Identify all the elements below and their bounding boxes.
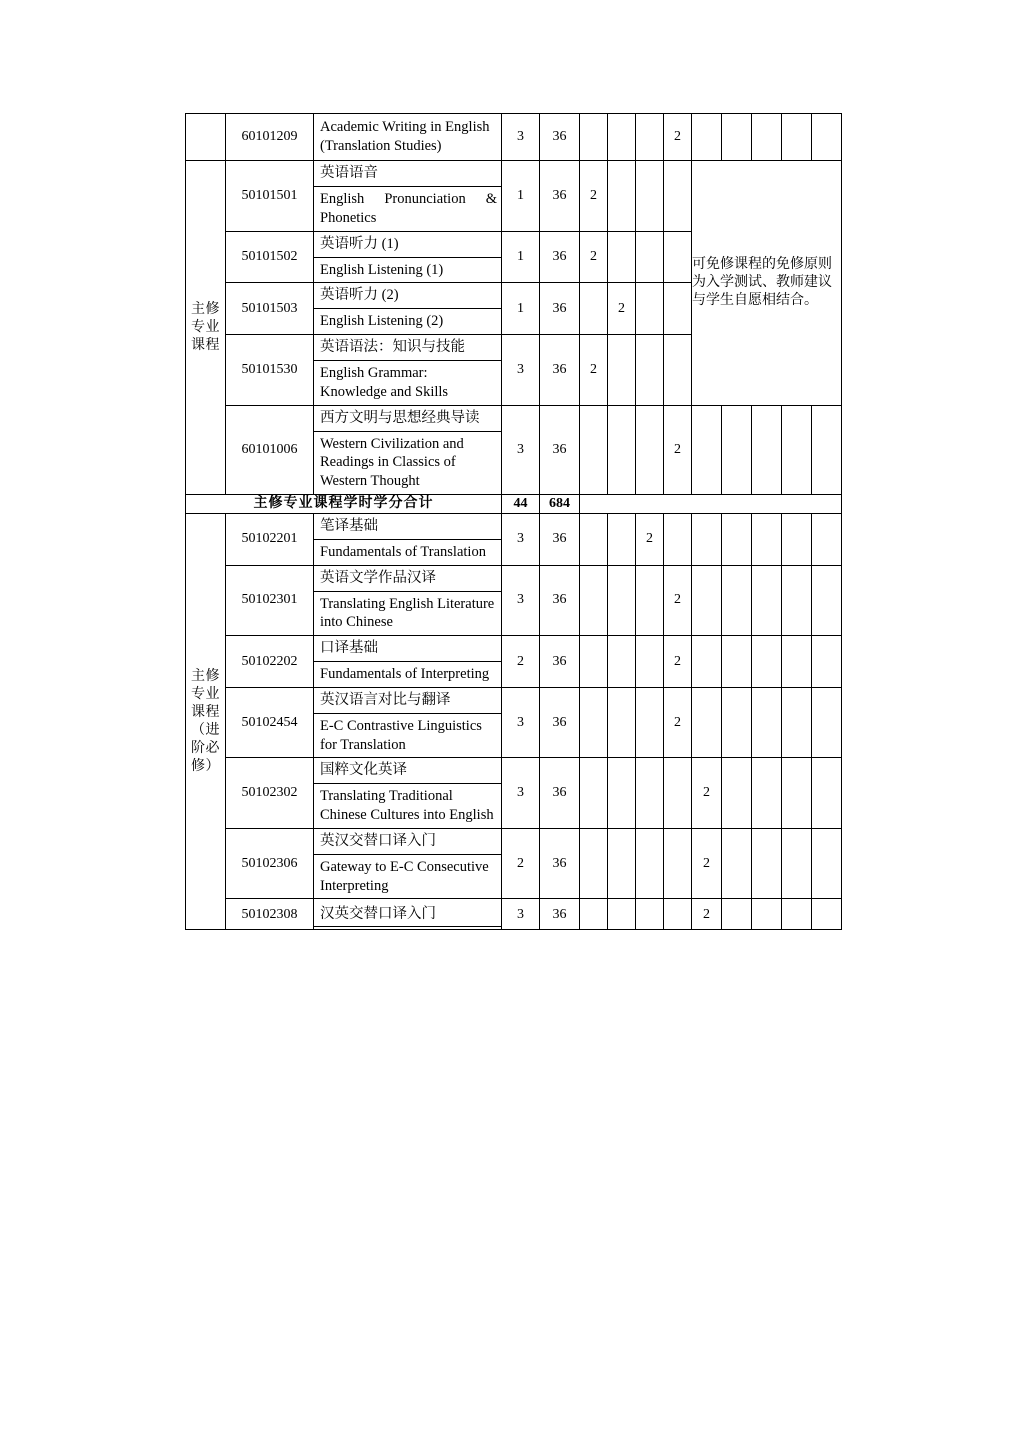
course-credit: 2	[502, 636, 540, 688]
course-hours: 36	[540, 828, 580, 899]
table-row	[186, 758, 842, 829]
term-1: 2	[580, 161, 608, 232]
course-hours: 36	[540, 513, 580, 565]
term-5	[692, 513, 722, 565]
term-7	[752, 513, 782, 565]
term-3	[636, 636, 664, 688]
course-name-cn: 笔译基础	[314, 514, 501, 540]
term-5: 2	[692, 828, 722, 899]
term-2	[608, 565, 636, 636]
course-name-en: English Listening (2)	[320, 313, 444, 330]
course-name	[314, 231, 502, 283]
term-3	[636, 231, 664, 283]
term-8	[782, 405, 812, 494]
term-1	[580, 687, 608, 758]
term-3: 2	[636, 513, 664, 565]
subtotal-hours: 684	[540, 495, 580, 514]
term-2	[608, 405, 636, 494]
term-5	[692, 405, 722, 494]
note-cell	[812, 114, 842, 161]
term-3	[636, 758, 664, 829]
term-8	[782, 828, 812, 899]
course-name-en: English Listening (1)	[320, 261, 444, 278]
term-3	[636, 335, 664, 406]
term-1	[580, 283, 608, 335]
table-row	[186, 565, 842, 636]
course-credit: 3	[502, 687, 540, 758]
term-5: 2	[692, 758, 722, 829]
term-1	[580, 565, 608, 636]
term-8	[782, 758, 812, 829]
term-7	[752, 687, 782, 758]
course-name-cn: 英汉交替口译入门	[314, 829, 501, 855]
course-name-cn: 西方文明与思想经典导读	[314, 406, 501, 432]
course-name	[314, 114, 502, 161]
term-5	[692, 114, 722, 161]
term-4	[664, 283, 692, 335]
term-2	[608, 335, 636, 406]
term-6	[722, 828, 752, 899]
table-row	[186, 636, 842, 688]
table-row	[186, 828, 842, 899]
term-4	[664, 335, 692, 406]
course-hours: 36	[540, 899, 580, 930]
note-cell	[812, 636, 842, 688]
course-name	[314, 565, 502, 636]
course-hours: 36	[540, 161, 580, 232]
course-code: 60101209	[226, 114, 314, 161]
term-3	[636, 405, 664, 494]
term-6	[722, 114, 752, 161]
subtotal-row	[186, 495, 842, 514]
term-7	[752, 828, 782, 899]
course-hours: 36	[540, 231, 580, 283]
term-4: 2	[664, 565, 692, 636]
term-4: 2	[664, 687, 692, 758]
term-1	[580, 114, 608, 161]
course-credit: 3	[502, 899, 540, 930]
term-4: 2	[664, 636, 692, 688]
term-8	[782, 899, 812, 930]
term-7	[752, 114, 782, 161]
term-4	[664, 828, 692, 899]
term-4: 2	[664, 114, 692, 161]
course-code: 50101530	[226, 335, 314, 406]
course-name-en: Fundamentals of Interpreting	[320, 666, 490, 683]
term-1	[580, 758, 608, 829]
term-7	[752, 405, 782, 494]
term-4	[664, 231, 692, 283]
term-1	[580, 405, 608, 494]
term-5	[692, 687, 722, 758]
term-3	[636, 565, 664, 636]
course-hours: 36	[540, 283, 580, 335]
term-5	[692, 565, 722, 636]
course-code: 50102201	[226, 513, 314, 565]
course-name	[314, 335, 502, 406]
course-credit: 3	[502, 758, 540, 829]
subtotal-blank	[580, 495, 842, 514]
course-name-en: Academic Writing in English (Translation Studies)	[320, 119, 490, 155]
note-cell	[812, 513, 842, 565]
term-2	[608, 114, 636, 161]
course-code: 50102302	[226, 758, 314, 829]
term-3	[636, 828, 664, 899]
term-6	[722, 565, 752, 636]
course-name-en: Western Civilization and Readings in Classics of Western Thought	[320, 435, 464, 490]
term-2	[608, 687, 636, 758]
course-code: 50101503	[226, 283, 314, 335]
course-hours: 36	[540, 405, 580, 494]
term-2	[608, 161, 636, 232]
course-name-cn: 汉英交替口译入门	[314, 902, 501, 928]
term-4	[664, 513, 692, 565]
course-name-cn: 英语语音	[314, 161, 501, 187]
term-1	[580, 899, 608, 930]
course-code: 50102454	[226, 687, 314, 758]
course-hours: 36	[540, 687, 580, 758]
term-2	[608, 828, 636, 899]
course-name	[314, 758, 502, 829]
term-3	[636, 899, 664, 930]
course-name-cn: 英语听力 (2)	[314, 283, 501, 309]
term-4	[664, 758, 692, 829]
group-note-major-core: 可免修课程的免修原则为入学测试、教师建议与学生自愿相结合。	[692, 161, 842, 405]
table-row	[186, 405, 842, 494]
term-2	[608, 758, 636, 829]
course-name-cn: 英语文学作品汉译	[314, 566, 501, 592]
course-code: 50101502	[226, 231, 314, 283]
term-8	[782, 636, 812, 688]
course-credit: 3	[502, 335, 540, 406]
course-hours: 36	[540, 335, 580, 406]
course-code: 50102202	[226, 636, 314, 688]
term-1: 2	[580, 335, 608, 406]
term-6	[722, 899, 752, 930]
table-row	[186, 161, 842, 232]
note-cell	[812, 899, 842, 930]
course-credit: 1	[502, 231, 540, 283]
term-1	[580, 828, 608, 899]
course-credit: 1	[502, 161, 540, 232]
course-name	[314, 687, 502, 758]
course-credit: 3	[502, 405, 540, 494]
term-7	[752, 899, 782, 930]
term-4	[664, 161, 692, 232]
term-5	[692, 636, 722, 688]
term-7	[752, 565, 782, 636]
row-group-cell	[186, 114, 226, 161]
term-3	[636, 283, 664, 335]
course-table	[185, 113, 842, 930]
table-row	[186, 114, 842, 161]
term-2	[608, 513, 636, 565]
course-name-cn: 英语语法：知识与技能	[314, 335, 501, 361]
subtotal-label: 主修专业课程学时学分合计	[186, 495, 502, 514]
term-6	[722, 636, 752, 688]
term-3	[636, 114, 664, 161]
term-4: 2	[664, 405, 692, 494]
note-cell	[812, 405, 842, 494]
course-name-en: Translating English Literature into Chinese	[320, 595, 495, 631]
course-name-cn: 英汉语言对比与翻译	[314, 688, 501, 714]
subtotal-credits: 44	[502, 495, 540, 514]
course-hours: 36	[540, 565, 580, 636]
term-6	[722, 405, 752, 494]
term-6	[722, 758, 752, 829]
note-cell	[812, 828, 842, 899]
course-name-en: Gateway to E-C Consecutive Interpreting	[320, 858, 489, 894]
note-cell	[812, 687, 842, 758]
course-name	[314, 405, 502, 494]
course-name	[314, 636, 502, 688]
course-name	[314, 161, 502, 232]
term-2	[608, 899, 636, 930]
course-code: 50102306	[226, 828, 314, 899]
course-code: 50101501	[226, 161, 314, 232]
course-credit: 2	[502, 828, 540, 899]
note-cell	[812, 758, 842, 829]
term-7	[752, 636, 782, 688]
group-label-major-core: 主修专业课程	[186, 161, 226, 495]
course-name-cn: 英语听力 (1)	[314, 232, 501, 258]
table-row	[186, 899, 842, 930]
course-credit: 3	[502, 565, 540, 636]
course-name-cn: 口译基础	[314, 636, 501, 662]
course-name-en: English Grammar: Knowledge and Skills	[320, 365, 449, 400]
course-name-en: E-C Contrastive Linguistics for Translation	[320, 717, 482, 753]
term-2: 2	[608, 283, 636, 335]
term-1	[580, 636, 608, 688]
term-6	[722, 687, 752, 758]
course-name-en: English Pronunciation & Phonetics	[320, 191, 497, 226]
course-name	[314, 513, 502, 565]
course-code: 50102301	[226, 565, 314, 636]
group-label-major-advanced: 主修专业课程（进阶必修）	[186, 513, 226, 930]
term-3	[636, 687, 664, 758]
course-table-wrapper	[185, 113, 841, 930]
table-row	[186, 687, 842, 758]
course-hours: 36	[540, 636, 580, 688]
course-name-en: Translating Traditional Chinese Cultures into English	[320, 788, 494, 824]
course-hours: 36	[540, 114, 580, 161]
course-hours: 36	[540, 758, 580, 829]
term-2	[608, 636, 636, 688]
term-8	[782, 513, 812, 565]
course-name-en: Fundamentals of Translation	[320, 543, 486, 560]
term-4	[664, 899, 692, 930]
term-1	[580, 513, 608, 565]
course-credit: 3	[502, 513, 540, 565]
term-8	[782, 565, 812, 636]
term-1: 2	[580, 231, 608, 283]
term-2	[608, 231, 636, 283]
term-8	[782, 687, 812, 758]
course-name	[314, 828, 502, 899]
term-5: 2	[692, 899, 722, 930]
course-code: 60101006	[226, 405, 314, 494]
term-8	[782, 114, 812, 161]
course-code: 50102308	[226, 899, 314, 930]
term-7	[752, 758, 782, 829]
course-credit: 3	[502, 114, 540, 161]
course-name	[314, 283, 502, 335]
term-3	[636, 161, 664, 232]
course-credit: 1	[502, 283, 540, 335]
term-6	[722, 513, 752, 565]
course-name-cn: 国粹文化英译	[314, 758, 501, 784]
note-cell	[812, 565, 842, 636]
course-name	[314, 899, 502, 930]
table-row	[186, 513, 842, 565]
